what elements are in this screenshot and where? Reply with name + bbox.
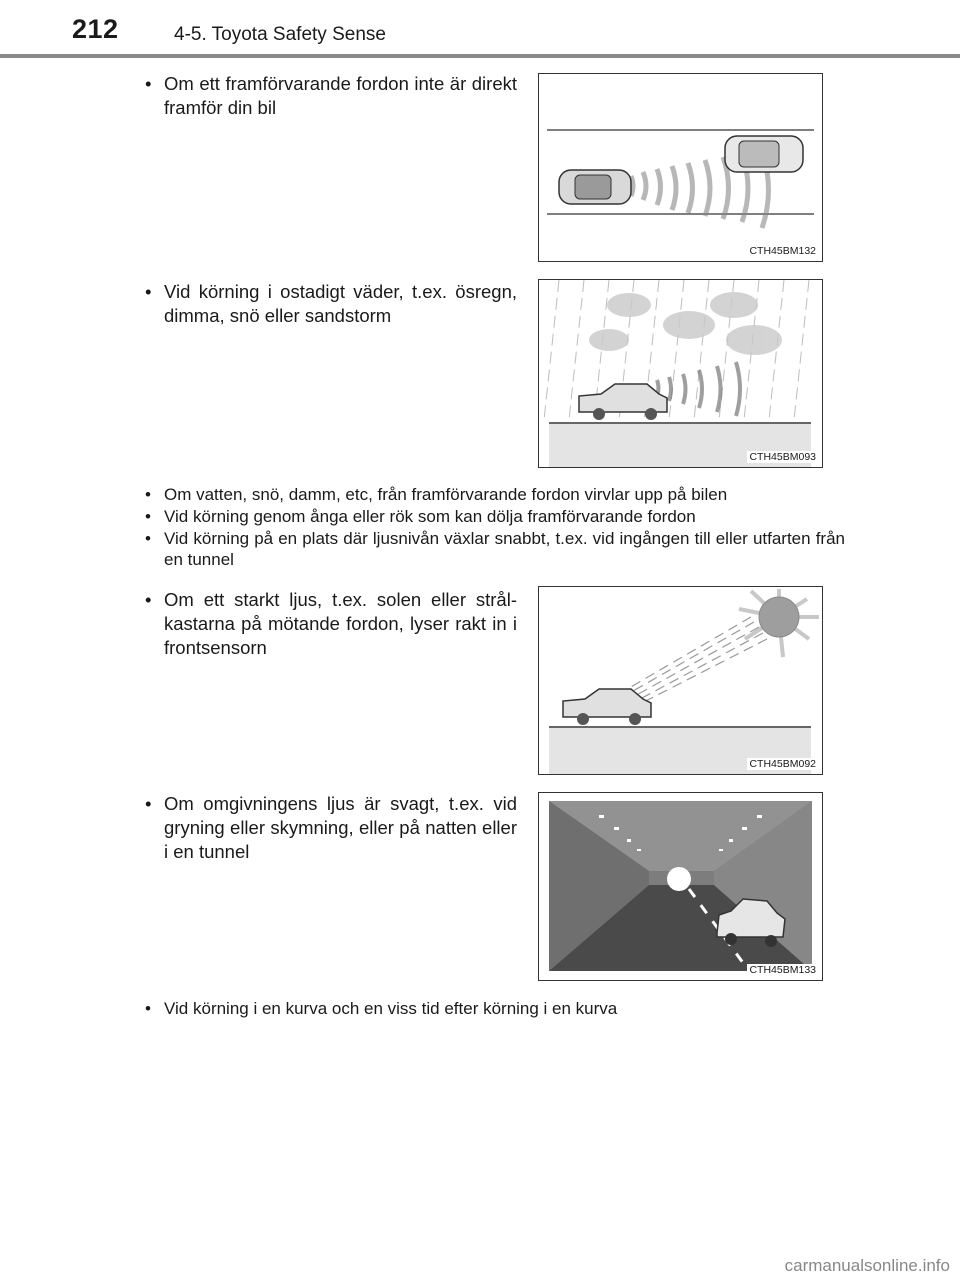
bullet-symbol: • [145, 73, 152, 94]
own-car-icon [563, 689, 651, 725]
bullet-text: Vid körning i ostadigt väder, t.ex. ösregn, dimma, snö eller sandstorm [164, 281, 517, 326]
bullet-item [145, 792, 517, 864]
bullet-item [145, 998, 845, 1019]
bullet-symbol: • [145, 281, 152, 302]
bullet-item [145, 528, 845, 570]
bullet-symbol: • [145, 793, 152, 814]
bullet-item [145, 484, 845, 505]
bullet-item [145, 72, 517, 120]
bullet-text: Om omgivningens ljus är svagt, t.ex. vid gryning eller skymning, eller på natten eller i en tunnel [164, 793, 517, 862]
figure-code: CTH45BM093 [749, 451, 816, 463]
bullet-text: Om vatten, snö, damm, etc, från framförvarande fordon virvlar upp på bilen [164, 485, 728, 504]
bullet-text: Vid körning i en kurva och en viss tid efter körning i en kurva [164, 999, 618, 1018]
bullet-symbol: • [145, 589, 152, 610]
header-rule [0, 54, 960, 58]
tunnel-illustration [539, 793, 822, 980]
figure-code: CTH45BM132 [749, 245, 816, 257]
bullet-item [145, 280, 517, 328]
own-car-icon [579, 384, 667, 420]
bullet-symbol: • [145, 507, 151, 526]
bullet-text: Om ett framförvarande fordon inte är direkt framför din bil [164, 73, 517, 118]
offset-vehicle-illustration [539, 74, 822, 261]
bullet-text: Vid körning genom ånga eller rök som kan dölja framförvarande fordon [164, 507, 696, 526]
bullet-symbol: • [145, 529, 151, 548]
page-header [0, 0, 960, 60]
figure-code: CTH45BM092 [749, 758, 816, 770]
own-car-icon [559, 170, 631, 204]
bullet-item [145, 588, 517, 660]
bullet-item [145, 506, 845, 527]
page-number: 212 [72, 14, 119, 44]
sun-glare-illustration [539, 587, 822, 774]
lead-car-icon [725, 136, 803, 172]
bullet-symbol: • [145, 999, 151, 1018]
section-title: 4-5. Toyota Safety Sense [174, 24, 386, 45]
bullet-symbol: • [145, 485, 151, 504]
figure-bad-weather [538, 279, 823, 468]
figure-strong-light [538, 586, 823, 775]
bullet-text: Om ett starkt ljus, t.ex. solen eller strål-kastarna på mötande fordon, lyser rakt in i frontsensorn [164, 589, 517, 658]
watermark: carmanualsonline.info [784, 1256, 950, 1275]
figure-offset-vehicle [538, 73, 823, 262]
figure-tunnel [538, 792, 823, 981]
rain-illustration [539, 280, 822, 467]
figure-code: CTH45BM133 [749, 964, 816, 976]
bullet-text: Vid körning på en plats där ljusnivån växlar snabbt, t.ex. vid ingången till eller utfarten från en tunnel [164, 529, 845, 569]
